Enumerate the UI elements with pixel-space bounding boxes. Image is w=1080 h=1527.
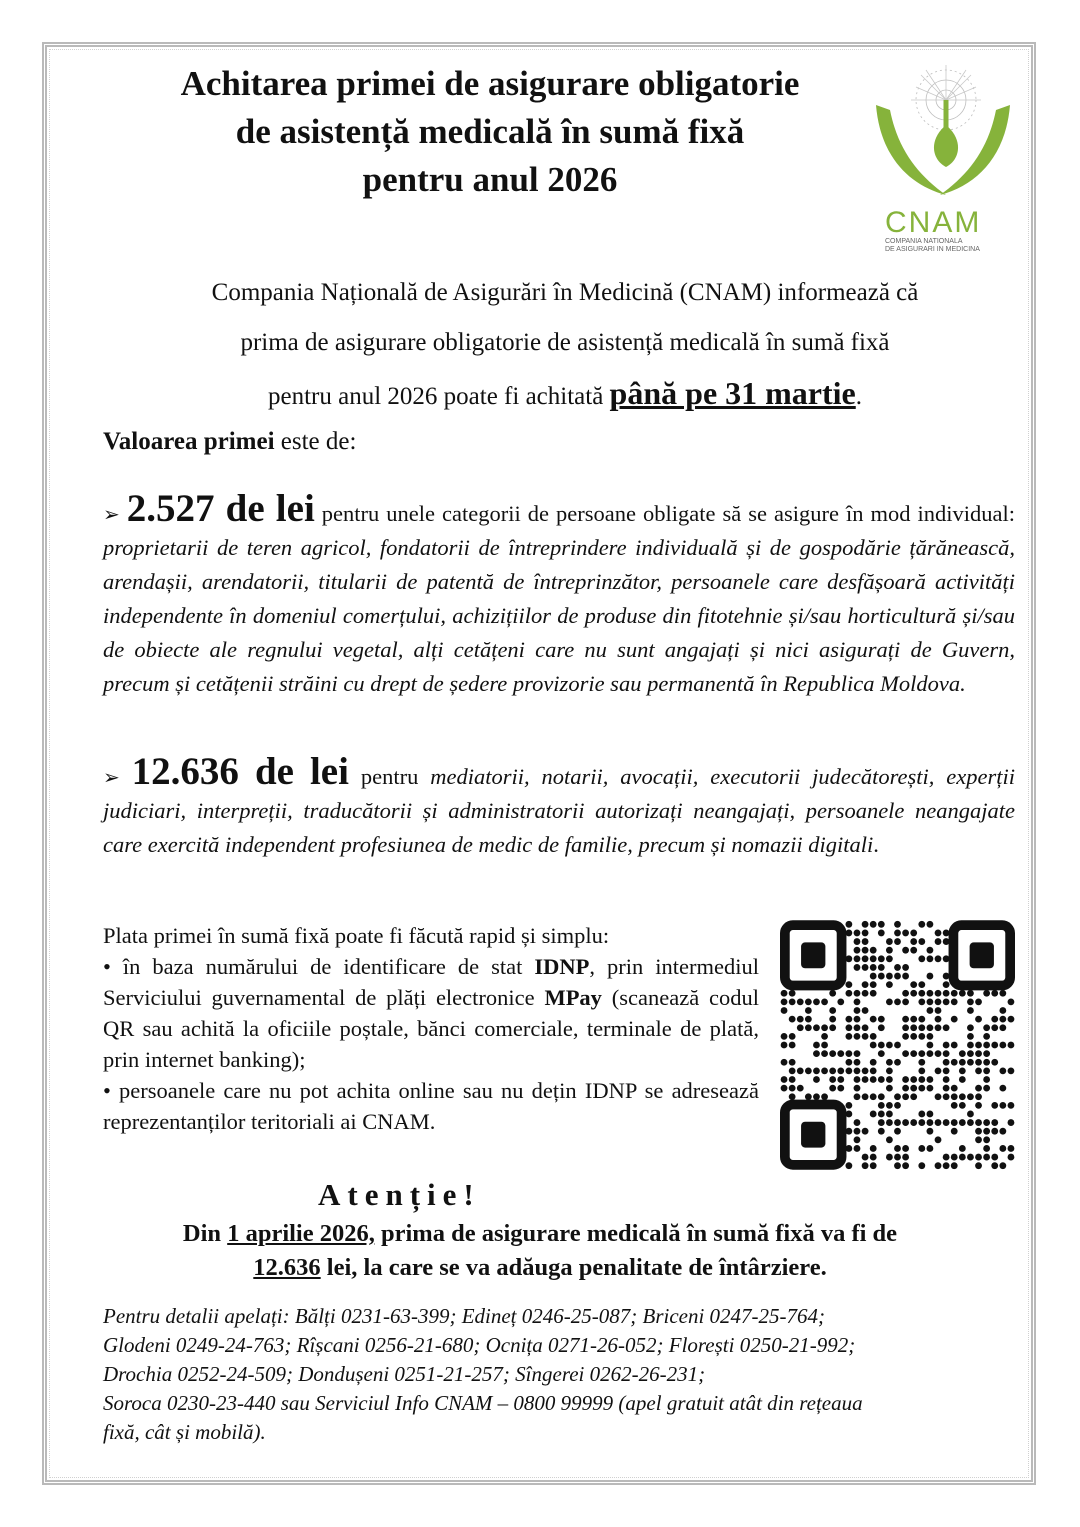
payment-intro: Plata primei în sumă fixă poate fi făcută rapid și simplu: xyxy=(103,923,610,948)
contact-line: Soroca 0230-23-440 sau Serviciul Info CNAM – 0800 99999 (apel gratuit atât din rețeaua xyxy=(103,1391,863,1415)
mpay-label: MPay xyxy=(544,985,602,1010)
attention-amount: 12.636 xyxy=(253,1254,321,1281)
contact-line: Drochia 0252-24-509; Dondușeni 0251-21-257; Sîngerei 0262-26-231; xyxy=(103,1362,706,1386)
payment-section xyxy=(103,920,759,1137)
attention-title: Atenție! xyxy=(318,1177,481,1212)
intro-line-3-suffix: . xyxy=(855,383,862,410)
category-tail: . xyxy=(873,832,879,857)
arrow-bullet-icon: ➢ xyxy=(103,502,120,526)
category-lead: pentru xyxy=(348,764,431,789)
deadline-highlight: până pe 31 martie xyxy=(609,375,856,411)
intro-paragraph xyxy=(100,268,1030,422)
valoare-bold: Valoarea primei xyxy=(103,428,275,455)
payment-bullet-1 xyxy=(103,951,759,1075)
intro-line-3 xyxy=(100,368,1030,422)
valoare-heading xyxy=(103,428,356,456)
page-title xyxy=(110,60,870,204)
intro-line-3-prefix: pentru anul 2026 poate fi achitată xyxy=(268,383,604,410)
category-lead: pentru unele categorii de persoane obligate să se asigure în mod individual: xyxy=(314,501,1015,526)
qr-code-icon[interactable] xyxy=(780,920,1015,1170)
valoare-rest: este de: xyxy=(274,428,357,455)
payment-bullet-2 xyxy=(103,1075,759,1137)
attention-date: 1 aprilie 2026, xyxy=(227,1220,375,1247)
title-line-2: de asistență medicală în sumă fixă xyxy=(235,112,745,151)
intro-line-1: Compania Națională de Asigurări în Medicină (CNAM) informează că xyxy=(211,279,919,306)
payment-text: în baza numărului de identificare de stat xyxy=(110,954,535,979)
payment-text: (scanează codul QR sau achită la oficiile poștale, bănci comerciale, terminale de plată, prin internet banking); xyxy=(103,985,759,1072)
attention-text: lei, la care se va adăuga penalitate de întârziere. xyxy=(320,1254,827,1281)
category-description: mediatorii, notarii, avocații, executorii judecătorești, experții judiciari, interpreții, traducătorii și administratorii autorizați neangajați, persoanele neangajate care exercită independent profesiunea de medic de familie, precum și nomazii digitali xyxy=(103,764,1016,857)
category-description: proprietarii de teren agricol, fondatorii de întreprindere individuală și de gospodărie țărănească, arendașii, arendatorii, titularii de patentă de întreprinzător, persoanele care desfășoară activități independente în domeniul comerțului, achizițiilor de produse din fitotehnie și/sau horticultură și/sau de obiecte ale regnului vegetal, alți cetățeni care nu sunt angajați și nici asigurați de Guvern, precum și cetățenii străini cu drept de ședere provizorie sau permanentă în Republica Moldova. xyxy=(103,535,1015,696)
attention-text: Din xyxy=(182,1220,228,1247)
logo-subtitle-1: COMPANIA NATIONALA xyxy=(885,238,963,245)
contact-info xyxy=(103,1302,1033,1447)
bullet-icon: • xyxy=(103,1078,111,1103)
contact-line: Glodeni 0249-24-763; Rîșcani 0256-21-680; Ocnița 0271-26-052; Florești 0250-21-992; xyxy=(103,1333,856,1357)
attention-text: prima de asigurare medicală în sumă fixă va fi de xyxy=(374,1220,898,1247)
intro-line-2: prima de asigurare obligatorie de asistență medicală în sumă fixă xyxy=(240,329,890,356)
category-amount: 12.636 de lei xyxy=(131,750,349,793)
title-line-1: Achitarea primei de asigurare obligatorie xyxy=(180,64,800,103)
title-line-3: pentru anul 2026 xyxy=(362,160,618,199)
contact-line: Pentru detalii apelați: Bălți 0231-63-399; Edineț 0246-25-087; Briceni 0247-25-764; xyxy=(103,1304,826,1328)
payment-text: , prin intermediul Serviciului guvernamental de plăți electronice xyxy=(103,954,759,1010)
logo-text xyxy=(885,208,1005,254)
category-item xyxy=(103,487,1015,701)
idnp-label: IDNP xyxy=(534,954,590,979)
logo-brand: CNAM xyxy=(885,206,982,239)
attention-body xyxy=(100,1217,980,1285)
logo-subtitle-2: DE ASIGURARI IN MEDICINA xyxy=(885,246,980,253)
arrow-bullet-icon: ➢ xyxy=(103,765,120,789)
bullet-icon: • xyxy=(103,954,111,979)
contact-line: fixă, cât și mobilă). xyxy=(103,1420,266,1444)
category-item xyxy=(103,750,1016,862)
category-amount: 2.527 de lei xyxy=(126,487,315,530)
payment-text: persoanele care nu pot achita online sau nu dețin IDNP se adresează reprezentanților teritoriali ai CNAM. xyxy=(103,1078,759,1134)
